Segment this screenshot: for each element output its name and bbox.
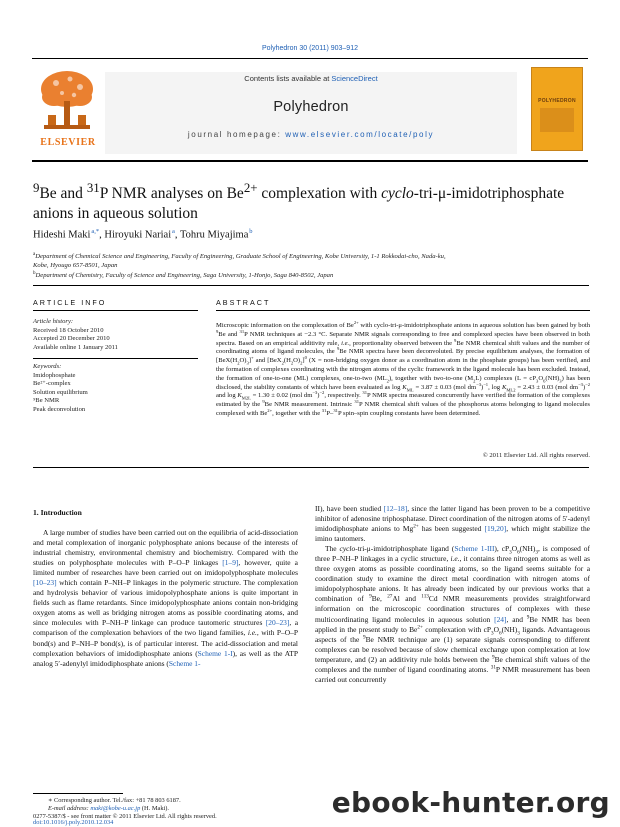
masthead-top-rule	[32, 58, 588, 59]
affiliation-b	[33, 269, 578, 280]
title-block-rule	[33, 285, 589, 286]
homepage-prefix: journal homepage:	[187, 130, 282, 139]
intro-left-column: A large number of studies have been carried out on the equilibria of acid-dissociation and metal complexation of inorganic polyphosphate anions because of the interests of industrial chemistry, environmental chemistry and biochemistry. Compared with the studies on polyphosphate molecules with P–O–P linkages [1–9], however, quite a limited number of researches have been carried out on imidopolyphosphate molecules [10–23] which contain P–NH–P linkages in the polymeric structure. The complexation and hydrolysis behavior of various imidopolyphosphate anions is quite important in fields such as flame retardants. Since imidopolyphosphate anions contain non-bridging oxygen atoms as well as bridging nitrogen atoms as possible coordinating atoms, and since molecules with P–NH–P linkage can produce tautomeric structures [20–23], a comparison of the complexation behaviors of the two ligand families, i.e., with P–O–P bond(s) and P–NH–P bond(s), is of particular interest. The acid-dissociation and metal complexation behaviors of imidodiphosphate anions (Scheme 1-I), as well as the ATP analog 5′-adenylyl imidodiphosphate anions (Scheme 1-	[33, 528, 298, 668]
doi-line	[33, 819, 313, 827]
history-entry: Received 18 October 2010	[33, 326, 104, 334]
title-be-mass: 9	[33, 180, 40, 195]
contents-prefix: Contents lists available at	[244, 74, 330, 83]
title-part-1: Be and	[39, 185, 87, 203]
affil-line: Department of Chemistry, Faculty of Science and Engineering, Saga University, 1-Honjo, Saga 840-8502, Japan	[35, 272, 334, 280]
masthead-bottom-rule	[32, 160, 588, 162]
citation-link[interactable]: [10–23]	[33, 578, 57, 588]
cover-title: POLYHEDRON	[538, 98, 576, 104]
copyright-notice: © 2011 Elsevier Ltd. All rights reserved.	[482, 452, 590, 459]
citation-link[interactable]: [20–23]	[265, 618, 290, 628]
article-info-heading: ARTICLE INFO	[33, 298, 107, 307]
keyword[interactable]: Be²⁺-complex	[33, 380, 71, 388]
keyword[interactable]: Solution equilibrium	[33, 388, 88, 396]
citation-link[interactable]: [12–18]	[383, 504, 408, 513]
cover-artwork	[540, 108, 574, 132]
contents-line	[105, 74, 517, 83]
section-heading-introduction: 1. Introduction	[33, 508, 82, 517]
author-name[interactable]: Hiroyuki Nariai	[104, 229, 172, 241]
affil-mark: a	[33, 252, 36, 257]
affil-line: Kobe, Hyougo 657-8501, Japan	[33, 262, 118, 270]
title-charge: 2+	[243, 180, 258, 195]
author-affil-mark[interactable]: a,*	[91, 228, 100, 235]
history-label: Article history:	[33, 318, 74, 325]
author-name[interactable]: Hideshi Maki	[33, 229, 91, 241]
abstract-bottom-rule	[33, 467, 589, 468]
author-name[interactable]: Tohru Miyajima	[179, 229, 249, 241]
footnote-asterisk: ∗	[48, 797, 54, 804]
author-affil-mark[interactable]: b	[249, 228, 253, 235]
history-entry: Available online 1 January 2011	[33, 343, 118, 351]
citation-link[interactable]: [24]	[494, 614, 507, 624]
author-affil-mark[interactable]: a	[172, 228, 175, 235]
issn-line: 0277-5387/$ - see front matter © 2011 Elsevier Ltd. All rights reserved.	[33, 813, 217, 820]
article-history	[33, 318, 193, 352]
keyword[interactable]: Imidophosphate	[33, 371, 76, 379]
journal-reference[interactable]: Polyhedron 30 (2011) 903–912	[261, 45, 358, 52]
abstract-rule	[216, 310, 590, 311]
keywords-label: Keywords:	[33, 363, 62, 370]
email-suffix: (H. Maki).	[141, 805, 170, 812]
sciencedirect-link[interactable]: ScienceDirect	[331, 74, 378, 83]
title-p-mass: 31	[86, 180, 100, 195]
affiliation-a	[33, 250, 578, 270]
journal-homepage-line	[105, 130, 517, 139]
keyword[interactable]: Peak deconvolution	[33, 405, 86, 413]
article-title	[33, 178, 593, 224]
scheme-link[interactable]: Scheme 1-I	[197, 648, 233, 658]
affil-line: Department of Chemical Science and Engineering, Faculty of Engineering, Graduate School of Engineering, Kobe University, 1-1 Rokkodai-cho, Nada-ku,	[35, 253, 446, 261]
scheme-link[interactable]: Scheme 1-III	[454, 544, 495, 554]
email-link[interactable]: maki@kobe-u.ac.jp	[90, 805, 141, 812]
title-italic-cyclo: cyclo	[381, 185, 414, 203]
history-keywords-rule	[33, 358, 198, 359]
email-label: E-mail address:	[48, 805, 89, 812]
scheme-link[interactable]: Scheme 1-	[168, 658, 201, 668]
keyword[interactable]: ⁹Be NMR	[33, 397, 60, 405]
watermark-text: ebook-hunter.org	[331, 786, 610, 819]
intro-right-column: II), have been studied [12–18], since the latter ligand has been proven to be a competitive inhibitor of adenosine triphosphatase. Direct coordination of the nitrogen atoms of 5′-adenyl imidodiphosphate anions to $Mg^{2+}$ has been suggested [19,20], which might stabilize the imino tautomers. The cyclo-tri-μ-imidotriphosphate ligand (Scheme 1-III), $cP_3O_6(NH)_3$, is composed of three P–NH–P linkages in a cyclic structure, i.e., it contains three nitrogen atoms as well as three oxygen atoms as possible coordinating atoms, so the ligand seems suitable for a coordination study to examine the direct metal coordination with nitrogen atoms of imidopolyphosphate anions. It has already been indicated by our previous works that a combination of $^9$Be, $^{27}$Al and $^{113}$Cd NMR measurements provides straightforward information on the microscopic coordination structures of complexes with these multicoordinating ligand molecules in aqueous solution [24], and $^9$Be NMR has been applied in the present study to $Be^{2+}$ complexation with $cP_3O_6(NH)_3$ ligands. Advantageous aspects of the $^9$Be NMR technique are (1) separate signals corresponding to different complexes can be resolved because of slow chemical exchange upon complexation at low temperature, and (2) an additivity rule holds between the $^9$Be chemical shift values of the complexes and the number of ligand coordinating atoms. $^{31}$P NMR measurement has been carried out concurrently	[315, 504, 591, 684]
homepage-link[interactable]: www.elsevier.com/locate/poly	[285, 130, 435, 139]
corresponding-text: Corresponding author. Tel./fax: +81 78 803 6187.	[53, 797, 181, 804]
journal-cover-thumbnail	[531, 67, 583, 151]
citation-link[interactable]: [1–9]	[222, 558, 239, 568]
title-part-2: P NMR analyses on Be	[99, 185, 244, 203]
history-entry: Accepted 20 December 2010	[33, 335, 110, 343]
title-line-2: anions in aqueous solution	[33, 205, 198, 223]
footnote-rule	[33, 793, 123, 794]
author-list: Hideshi Maki $^{a,*}$, Hiroyuki Nariai $^a$, Tohru Miyajima $^b$	[33, 228, 253, 241]
elsevier-wordmark: ELSEVIER	[40, 137, 96, 148]
journal-name: Polyhedron	[273, 99, 349, 115]
abstract-text: Microscopic information on the complexation of $Be^{2+}$ with cyclo-tri-μ-imidotriphosphate anions in aqueous solution has been gained by both $^9$Be and $^{31}$P NMR techniques at −2.3 °C. Separate NMR signals corresponding to free and complexed species have been observed in both spectra. Based on an empirical additivity rule, i.e., proportionality observed between the $^9$Be NMR chemical shift values and the number of coordinating atoms of ligand molecules, the $^9$Be NMR spectra have been deconvoluted. By precise equilibrium analyses, the formation of $[BeX(H_2O)_3]^+$ and $[BeX_2(H_2O)_2]^0$ (X = non-bridging oxygen donor as a coordination atom in the phosphate groups) has been verified, and the formation of complexes coordinating with the nitrogen atoms of the cyclic framework in the ligand molecule has been excluded. Instead, the formation of one-to-one (ML) complexes, one-to-two $(ML_2)$, together with two-to-one $(M_2L)$ complexes $(L = cP_3O_6(NH)_3)$ has been disclosed, the stability constants of which have been evaluated as $\log K_{ML} = 3.87 \pm 0.03$ (mol $dm^{-3})^{-1}$, $\log K_{ML2} = 2.43 \pm 0.03$ (mol $dm^{-3})^{-2}$ and $\log K_{M2L} = 1.30 \pm 0.02$ (mol $dm^{-3})^{-2}$, respectively. $^{31}$P NMR spectra measured concurrently have verified the formation of the complexes estimated by the $^9$Be NMR measurement. Intrinsic $^{31}$P NMR chemical shift values of the phosphorus atoms belonging to ligand molecules complexed with $Be^{2+}$, together with the $^{31}$P–$^{31}$P spin–spin coupling constants have been determined.	[216, 319, 591, 417]
title-part-3: complexation with	[257, 185, 382, 203]
abstract-heading: ABSTRACT	[216, 298, 271, 307]
keywords-block	[33, 363, 193, 415]
affil-mark: b	[33, 271, 36, 276]
title-part-4: -tri-μ-imidotriphosphate	[413, 185, 565, 203]
citation-link[interactable]: [19,20]	[484, 524, 507, 534]
article-info-rule	[33, 310, 198, 311]
doi-link[interactable]: doi:10.1016/j.poly.2010.12.034	[33, 819, 114, 826]
